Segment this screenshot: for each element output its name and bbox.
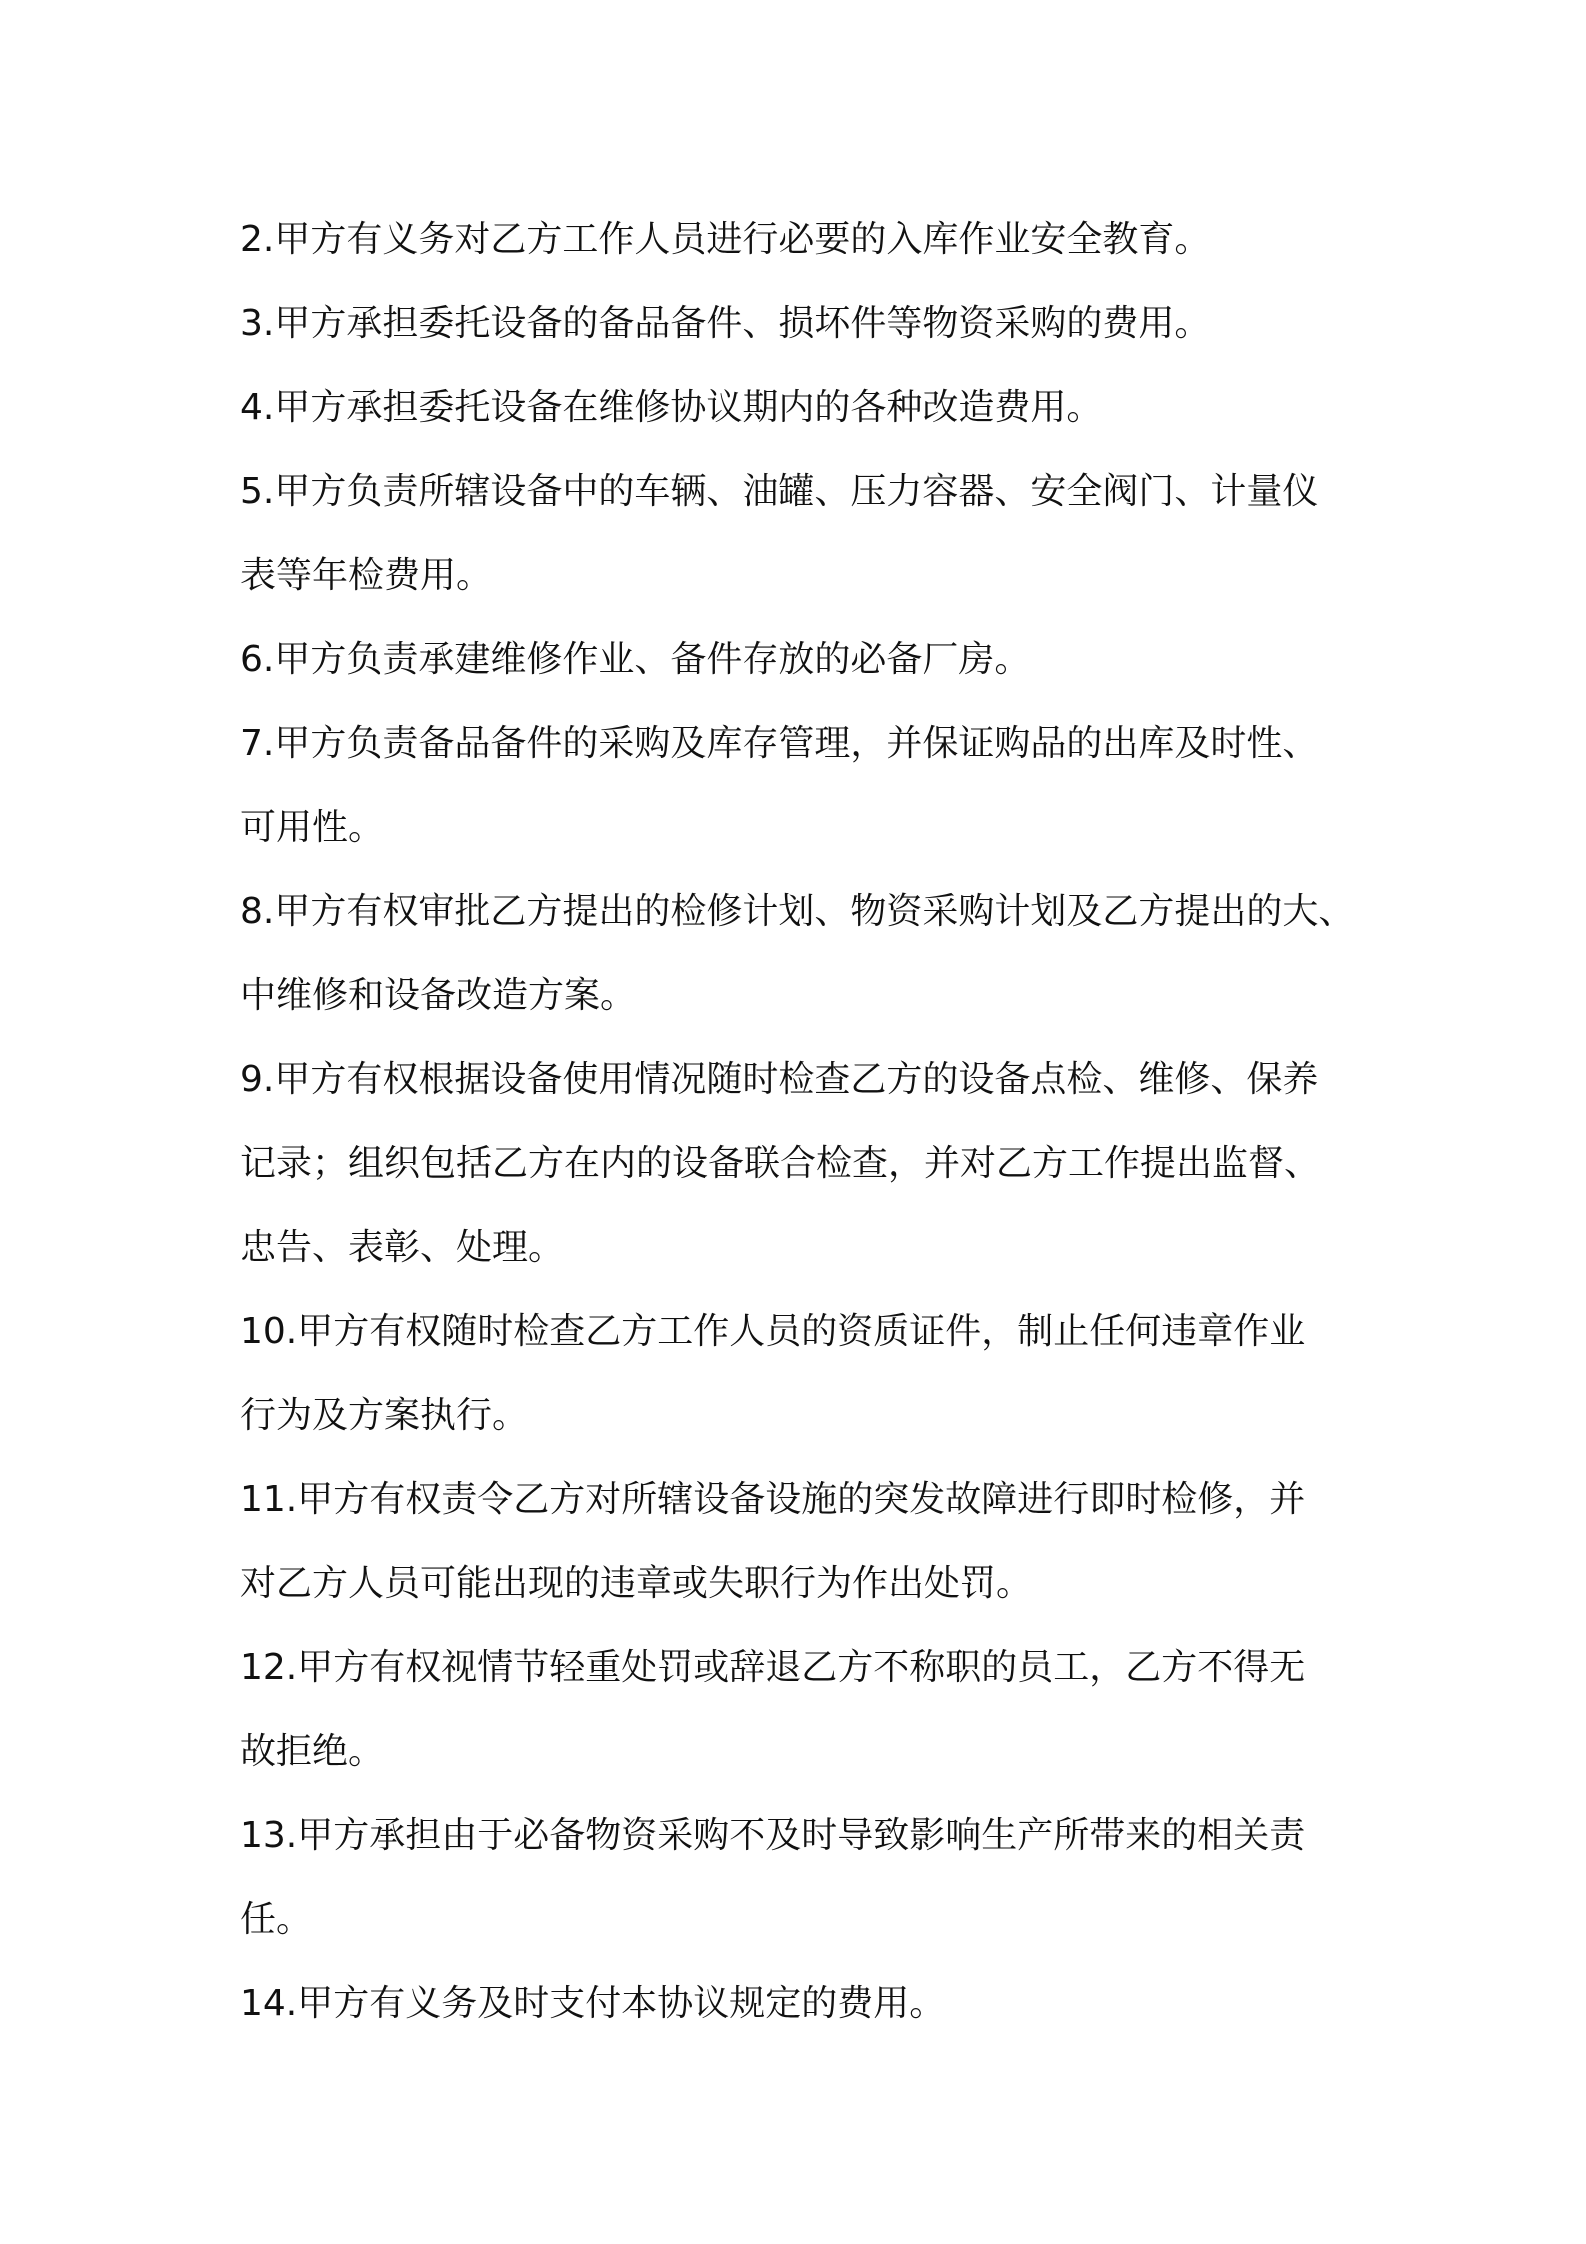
text-line: 13.甲方承担由于必备物资采购不及时导致影响生产所带来的相关责	[240, 1815, 1306, 1856]
text-line: 3.甲方承担委托设备的备品备件、损坏件等物资采购的费用。	[240, 303, 1211, 344]
text-line: 可用性。	[240, 807, 385, 848]
text-line: 表等年检费用。	[240, 555, 493, 596]
text-line: 14.甲方有义务及时支付本协议规定的费用。	[240, 1983, 946, 2024]
text-line: 12.甲方有权视情节轻重处罚或辞退乙方不称职的员工，乙方不得无	[240, 1647, 1306, 1688]
text-line: 10.甲方有权随时检查乙方工作人员的资质证件，制止任何违章作业	[240, 1311, 1306, 1352]
text-line: 5.甲方负责所辖设备中的车辆、油罐、压力容器、安全阀门、计量仪	[240, 471, 1319, 512]
text-line: 11.甲方有权责令乙方对所辖设备设施的突发故障进行即时检修，并	[240, 1479, 1306, 1520]
text-line: 任。	[240, 1899, 313, 1940]
text-line: 9.甲方有权根据设备使用情况随时检查乙方的设备点检、维修、保养	[240, 1059, 1319, 1100]
document-body	[240, 198, 1360, 2046]
text-line: 6.甲方负责承建维修作业、备件存放的必备厂房。	[240, 639, 1031, 680]
text-line: 4.甲方承担委托设备在维修协议期内的各种改造费用。	[240, 387, 1103, 428]
text-line: 行为及方案执行。	[240, 1395, 529, 1436]
text-line: 故拒绝。	[240, 1731, 385, 1772]
text-line: 2.甲方有义务对乙方工作人员进行必要的入库作业安全教育。	[240, 219, 1211, 260]
text-line: 中维修和设备改造方案。	[240, 975, 637, 1016]
text-line: 对乙方人员可能出现的违章或失职行为作出处罚。	[240, 1563, 1033, 1604]
text-line: 忠告、表彰、处理。	[240, 1227, 565, 1268]
text-line: 8.甲方有权审批乙方提出的检修计划、物资采购计划及乙方提出的大、	[240, 891, 1355, 932]
text-line: 记录；组织包括乙方在内的设备联合检查，并对乙方工作提出监督、	[240, 1143, 1321, 1184]
text-line: 7.甲方负责备品备件的采购及库存管理，并保证购品的出库及时性、	[240, 723, 1319, 764]
